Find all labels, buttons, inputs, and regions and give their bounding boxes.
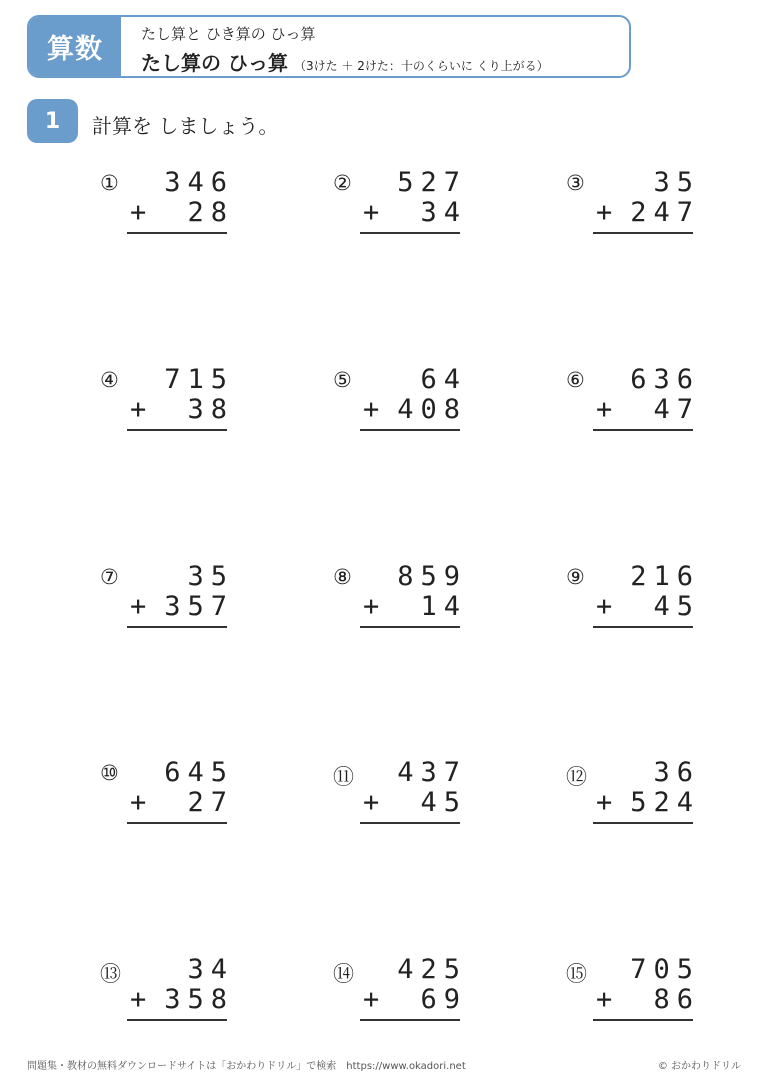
footer-site-text: 問題集・教材の無料ダウンロードサイトは「おかわりドリル」で検索 https://www.okadori.net <box>27 1061 466 1072</box>
answer-line <box>127 429 227 431</box>
answer-line <box>360 429 460 431</box>
answer-line <box>593 822 693 824</box>
plus-sign: + <box>130 787 147 818</box>
bottom-number: 27 <box>187 787 234 818</box>
bottom-row <box>596 591 700 622</box>
bottom-number: 524 <box>630 787 700 818</box>
plus-sign: + <box>363 394 380 425</box>
problem-number: ⑭ <box>333 962 354 986</box>
top-number: 34 <box>187 954 234 985</box>
bottom-number: 86 <box>653 984 700 1015</box>
problem-number: ⑪ <box>333 765 354 789</box>
bottom-row <box>130 787 234 818</box>
answer-line <box>593 429 693 431</box>
problem-number: ③ <box>566 171 585 195</box>
bottom-row <box>363 197 467 228</box>
answer-line <box>360 232 460 234</box>
addition-problem <box>566 167 766 247</box>
plus-sign: + <box>596 394 613 425</box>
problem-number: ② <box>333 171 352 195</box>
addition-problem <box>333 954 533 1034</box>
plus-sign: + <box>596 984 613 1015</box>
top-number: 437 <box>397 757 467 788</box>
answer-line <box>360 1019 460 1021</box>
plus-sign: + <box>363 591 380 622</box>
bottom-number: 408 <box>397 394 467 425</box>
bottom-row <box>596 394 700 425</box>
bottom-number: 28 <box>187 197 234 228</box>
addition-problem <box>566 364 766 444</box>
addition-problem <box>333 167 533 247</box>
top-number: 36 <box>653 757 700 788</box>
worksheet-header <box>27 15 631 78</box>
top-number: 216 <box>630 561 700 592</box>
problem-number: ⑧ <box>333 565 352 589</box>
addition-problem <box>566 561 766 641</box>
problem-number: ⑥ <box>566 368 585 392</box>
addition-problem <box>333 561 533 641</box>
addition-problem <box>100 561 300 641</box>
bottom-number: 69 <box>420 984 467 1015</box>
problem-number: ⑦ <box>100 565 119 589</box>
bottom-row <box>130 591 234 622</box>
bottom-number: 47 <box>653 394 700 425</box>
bottom-row <box>363 591 467 622</box>
addition-problem <box>100 757 300 837</box>
answer-line <box>127 1019 227 1021</box>
top-number: 527 <box>397 167 467 198</box>
bottom-number: 247 <box>630 197 700 228</box>
worksheet-title: たし算と ひき算の ひっ算 <box>141 25 316 43</box>
problem-number: ⑨ <box>566 565 585 589</box>
bottom-number: 45 <box>653 591 700 622</box>
plus-sign: + <box>596 591 613 622</box>
top-number: 715 <box>164 364 234 395</box>
addition-problem <box>566 757 766 837</box>
subtitle-note: （3けた ＋ 2けた：十のくらいに くり上がる） <box>293 59 549 73</box>
bottom-row <box>363 984 467 1015</box>
answer-line <box>127 626 227 628</box>
problem-number: ① <box>100 171 119 195</box>
subject-badge: 算数 <box>29 17 121 76</box>
plus-sign: + <box>130 984 147 1015</box>
bottom-number: 45 <box>420 787 467 818</box>
bottom-number: 357 <box>164 591 234 622</box>
bottom-number: 14 <box>420 591 467 622</box>
answer-line <box>593 232 693 234</box>
problem-number: ⑫ <box>566 765 587 789</box>
bottom-row <box>130 197 234 228</box>
problem-number: ④ <box>100 368 119 392</box>
bottom-number: 34 <box>420 197 467 228</box>
plus-sign: + <box>130 591 147 622</box>
footer-copyright: © おかわりドリル <box>657 1061 741 1072</box>
problem-number: ⑬ <box>100 962 121 986</box>
plus-sign: + <box>363 197 380 228</box>
answer-line <box>593 626 693 628</box>
top-number: 35 <box>187 561 234 592</box>
bottom-number: 38 <box>187 394 234 425</box>
instruction-text: 計算を しましょう。 <box>92 114 279 138</box>
plus-sign: + <box>596 787 613 818</box>
addition-problem <box>333 757 533 837</box>
addition-problem <box>100 167 300 247</box>
worksheet-subtitle <box>141 47 549 76</box>
top-number: 425 <box>397 954 467 985</box>
bottom-row <box>130 984 234 1015</box>
bottom-row <box>130 394 234 425</box>
top-number: 64 <box>420 364 467 395</box>
bottom-number: 358 <box>164 984 234 1015</box>
top-number: 346 <box>164 167 234 198</box>
top-number: 705 <box>630 954 700 985</box>
bottom-row <box>596 984 700 1015</box>
plus-sign: + <box>363 984 380 1015</box>
bottom-row <box>596 197 700 228</box>
addition-problem <box>100 364 300 444</box>
bottom-row <box>596 787 700 818</box>
top-number: 35 <box>653 167 700 198</box>
plus-sign: + <box>130 197 147 228</box>
plus-sign: + <box>363 787 380 818</box>
top-number: 636 <box>630 364 700 395</box>
subtitle-text: たし算の ひっ算 <box>141 51 288 75</box>
bottom-row <box>363 394 467 425</box>
problem-number: ⑮ <box>566 962 587 986</box>
top-number: 645 <box>164 757 234 788</box>
addition-problem <box>566 954 766 1034</box>
problem-number: ⑩ <box>100 761 119 785</box>
answer-line <box>360 626 460 628</box>
addition-problem <box>100 954 300 1034</box>
top-number: 859 <box>397 561 467 592</box>
addition-problem <box>333 364 533 444</box>
bottom-row <box>363 787 467 818</box>
problem-number: ⑤ <box>333 368 352 392</box>
answer-line <box>127 232 227 234</box>
plus-sign: + <box>130 394 147 425</box>
answer-line <box>127 822 227 824</box>
answer-line <box>360 822 460 824</box>
section-number-badge: 1 <box>27 99 78 143</box>
plus-sign: + <box>596 197 613 228</box>
answer-line <box>593 1019 693 1021</box>
